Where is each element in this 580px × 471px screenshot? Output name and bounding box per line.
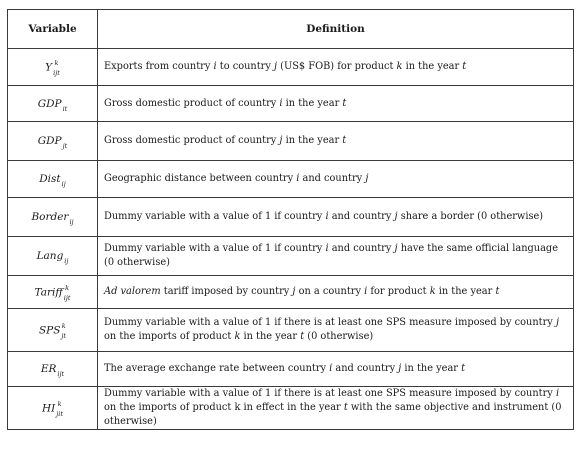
definition-italic-text: t <box>495 286 500 297</box>
definition-text: have the same official language (0 otherwise) <box>104 243 558 268</box>
definition-cell <box>98 86 574 122</box>
definition-italic-text: j <box>279 135 283 146</box>
definition-text: for product <box>367 286 430 297</box>
definition-cell <box>98 387 574 430</box>
definition-italic-text: i <box>555 388 560 399</box>
definition-text: on the imports of product <box>104 331 235 342</box>
variable-subscript: jt <box>61 332 67 340</box>
definition-text: in the year <box>282 97 343 109</box>
definition-text: and country <box>328 211 395 222</box>
definition-italic-text: t <box>461 363 466 374</box>
table-row <box>8 309 574 352</box>
variable-cell <box>8 49 98 86</box>
variable-cell <box>8 309 98 352</box>
variable-subscript: ij <box>69 218 74 226</box>
definition-italic-text: t <box>300 331 305 342</box>
definition-italic-text: j <box>555 317 559 328</box>
variable-base: SPS <box>38 324 61 336</box>
variable-base: GDP <box>37 135 62 147</box>
header-variable: Variable <box>8 10 98 49</box>
table-row <box>8 387 574 430</box>
definition-text: to country <box>216 61 274 72</box>
table-row <box>8 237 574 276</box>
variable-base: Y <box>45 61 53 73</box>
variable-subscript: ij <box>61 180 66 188</box>
variable-base: HI <box>41 402 56 414</box>
definition-text: share a border (0 otherwise) <box>397 211 544 222</box>
variable-base: Tariff <box>34 286 63 298</box>
variable-superscript: k <box>65 283 70 292</box>
definition-cell <box>98 352 574 387</box>
definition-italic-text: j <box>365 173 369 184</box>
definition-cell <box>98 198 574 237</box>
definition-italic-text: k <box>429 286 436 297</box>
definition-italic-text: i <box>279 97 283 109</box>
definition-italic-text: i <box>325 211 329 222</box>
definition-text: Gross domestic product of country <box>104 97 280 109</box>
variable-cell <box>8 86 98 122</box>
definition-italic-text: j <box>273 61 278 72</box>
definition-text: (US$ FOB) for product <box>277 61 397 72</box>
table-header-row <box>8 10 574 49</box>
variable-superscript: k <box>57 399 62 408</box>
definition-italic-text: Ad valorem <box>104 286 161 297</box>
definition-italic-text: t <box>462 61 467 72</box>
table-row <box>8 161 574 198</box>
variable-subscript: ij <box>64 257 69 265</box>
variable-cell <box>8 122 98 161</box>
variable-symbol <box>39 173 66 188</box>
variable-symbol <box>37 135 68 150</box>
table-row <box>8 276 574 309</box>
variable-subscript: ijt <box>53 69 60 77</box>
definition-text: in the year <box>401 363 462 374</box>
definition-italic-text: j <box>394 211 398 222</box>
definition-text: in the year <box>402 61 463 72</box>
variable-base: Border <box>31 211 69 223</box>
table-row <box>8 352 574 387</box>
table-body <box>8 49 574 430</box>
definition-italic-text: j <box>398 363 402 374</box>
definition-italic-text: i <box>213 61 217 72</box>
variable-cell <box>8 198 98 237</box>
definition-italic-text: t <box>342 97 347 109</box>
definition-italic-text: i <box>329 363 333 374</box>
definition-text: Dummy variable with a value of 1 if country <box>104 243 326 254</box>
definition-text: Dummy variable with a value of 1 if country <box>104 211 326 222</box>
table-row <box>8 198 574 237</box>
definition-text: on a country <box>295 286 365 297</box>
variable-subscript: ijt <box>63 294 71 302</box>
definition-italic-text: t <box>343 402 348 413</box>
definition-cell <box>98 161 574 198</box>
variable-subscript: ijt <box>57 370 65 378</box>
definition-text: and country <box>332 363 399 374</box>
definition-text: in the year <box>282 135 343 146</box>
definition-italic-text: k <box>396 61 403 72</box>
variable-definition-table <box>7 9 574 430</box>
variable-superscript: k <box>54 58 59 67</box>
definition-text: Dummy variable with a value of 1 if there is at least one SPS measure imposed by country <box>104 388 556 399</box>
definition-cell <box>98 237 574 276</box>
variable-subscript: jt <box>62 142 68 150</box>
variable-cell <box>8 352 98 387</box>
variable-base: ER <box>40 363 57 375</box>
definition-italic-text: j <box>394 243 398 254</box>
definition-text: and country <box>299 173 366 184</box>
variable-cell <box>8 387 98 430</box>
table-row <box>8 49 574 86</box>
definition-text: with the same objective and instrument (0 otherwise) <box>104 402 562 427</box>
definition-italic-text: t <box>342 135 347 146</box>
definition-text: The average exchange rate between country <box>104 363 330 374</box>
table-row <box>8 86 574 122</box>
variable-superscript: k <box>61 321 66 330</box>
variable-subscript: jit <box>56 410 64 418</box>
definition-text: Exports from country <box>104 61 214 72</box>
definition-italic-text: k <box>234 331 241 342</box>
definition-cell <box>98 122 574 161</box>
definition-cell <box>98 309 574 352</box>
definition-text: in the year <box>240 331 301 342</box>
variable-symbol <box>36 250 69 265</box>
variable-subscript: it <box>62 104 68 113</box>
definition-text: in the year <box>435 286 496 297</box>
definition-cell <box>98 49 574 86</box>
definition-italic-text: i <box>364 286 368 297</box>
variable-cell <box>8 237 98 276</box>
variable-base: Dist <box>39 173 61 185</box>
definition-text: (0 otherwise) <box>304 331 374 342</box>
variable-cell <box>8 276 98 309</box>
definition-italic-text: i <box>296 173 300 184</box>
definition-text: Dummy variable with a value of 1 if there is at least one SPS measure imposed by country <box>104 317 556 328</box>
variable-base: GDP <box>37 97 62 110</box>
variable-base: Lang <box>36 250 64 262</box>
variable-symbol <box>34 283 71 302</box>
definition-text: Gross domestic product of country <box>104 135 280 146</box>
definition-italic-text: i <box>325 243 329 254</box>
variable-symbol <box>31 211 74 226</box>
variable-symbol <box>37 97 68 113</box>
variable-symbol <box>41 399 64 418</box>
definition-italic-text: j <box>292 286 296 297</box>
variable-cell <box>8 161 98 198</box>
variable-symbol <box>40 363 65 378</box>
definition-text: on the imports of product k in effect in the year <box>104 402 344 413</box>
header-definition: Definition <box>98 10 574 49</box>
variable-symbol <box>45 58 60 77</box>
definition-text: and country <box>328 243 395 254</box>
definition-cell <box>98 276 574 309</box>
definition-text: tariff imposed by country <box>160 286 293 297</box>
table-row <box>8 122 574 161</box>
definition-text: Geographic distance between country <box>104 173 297 184</box>
variable-symbol <box>38 321 67 340</box>
